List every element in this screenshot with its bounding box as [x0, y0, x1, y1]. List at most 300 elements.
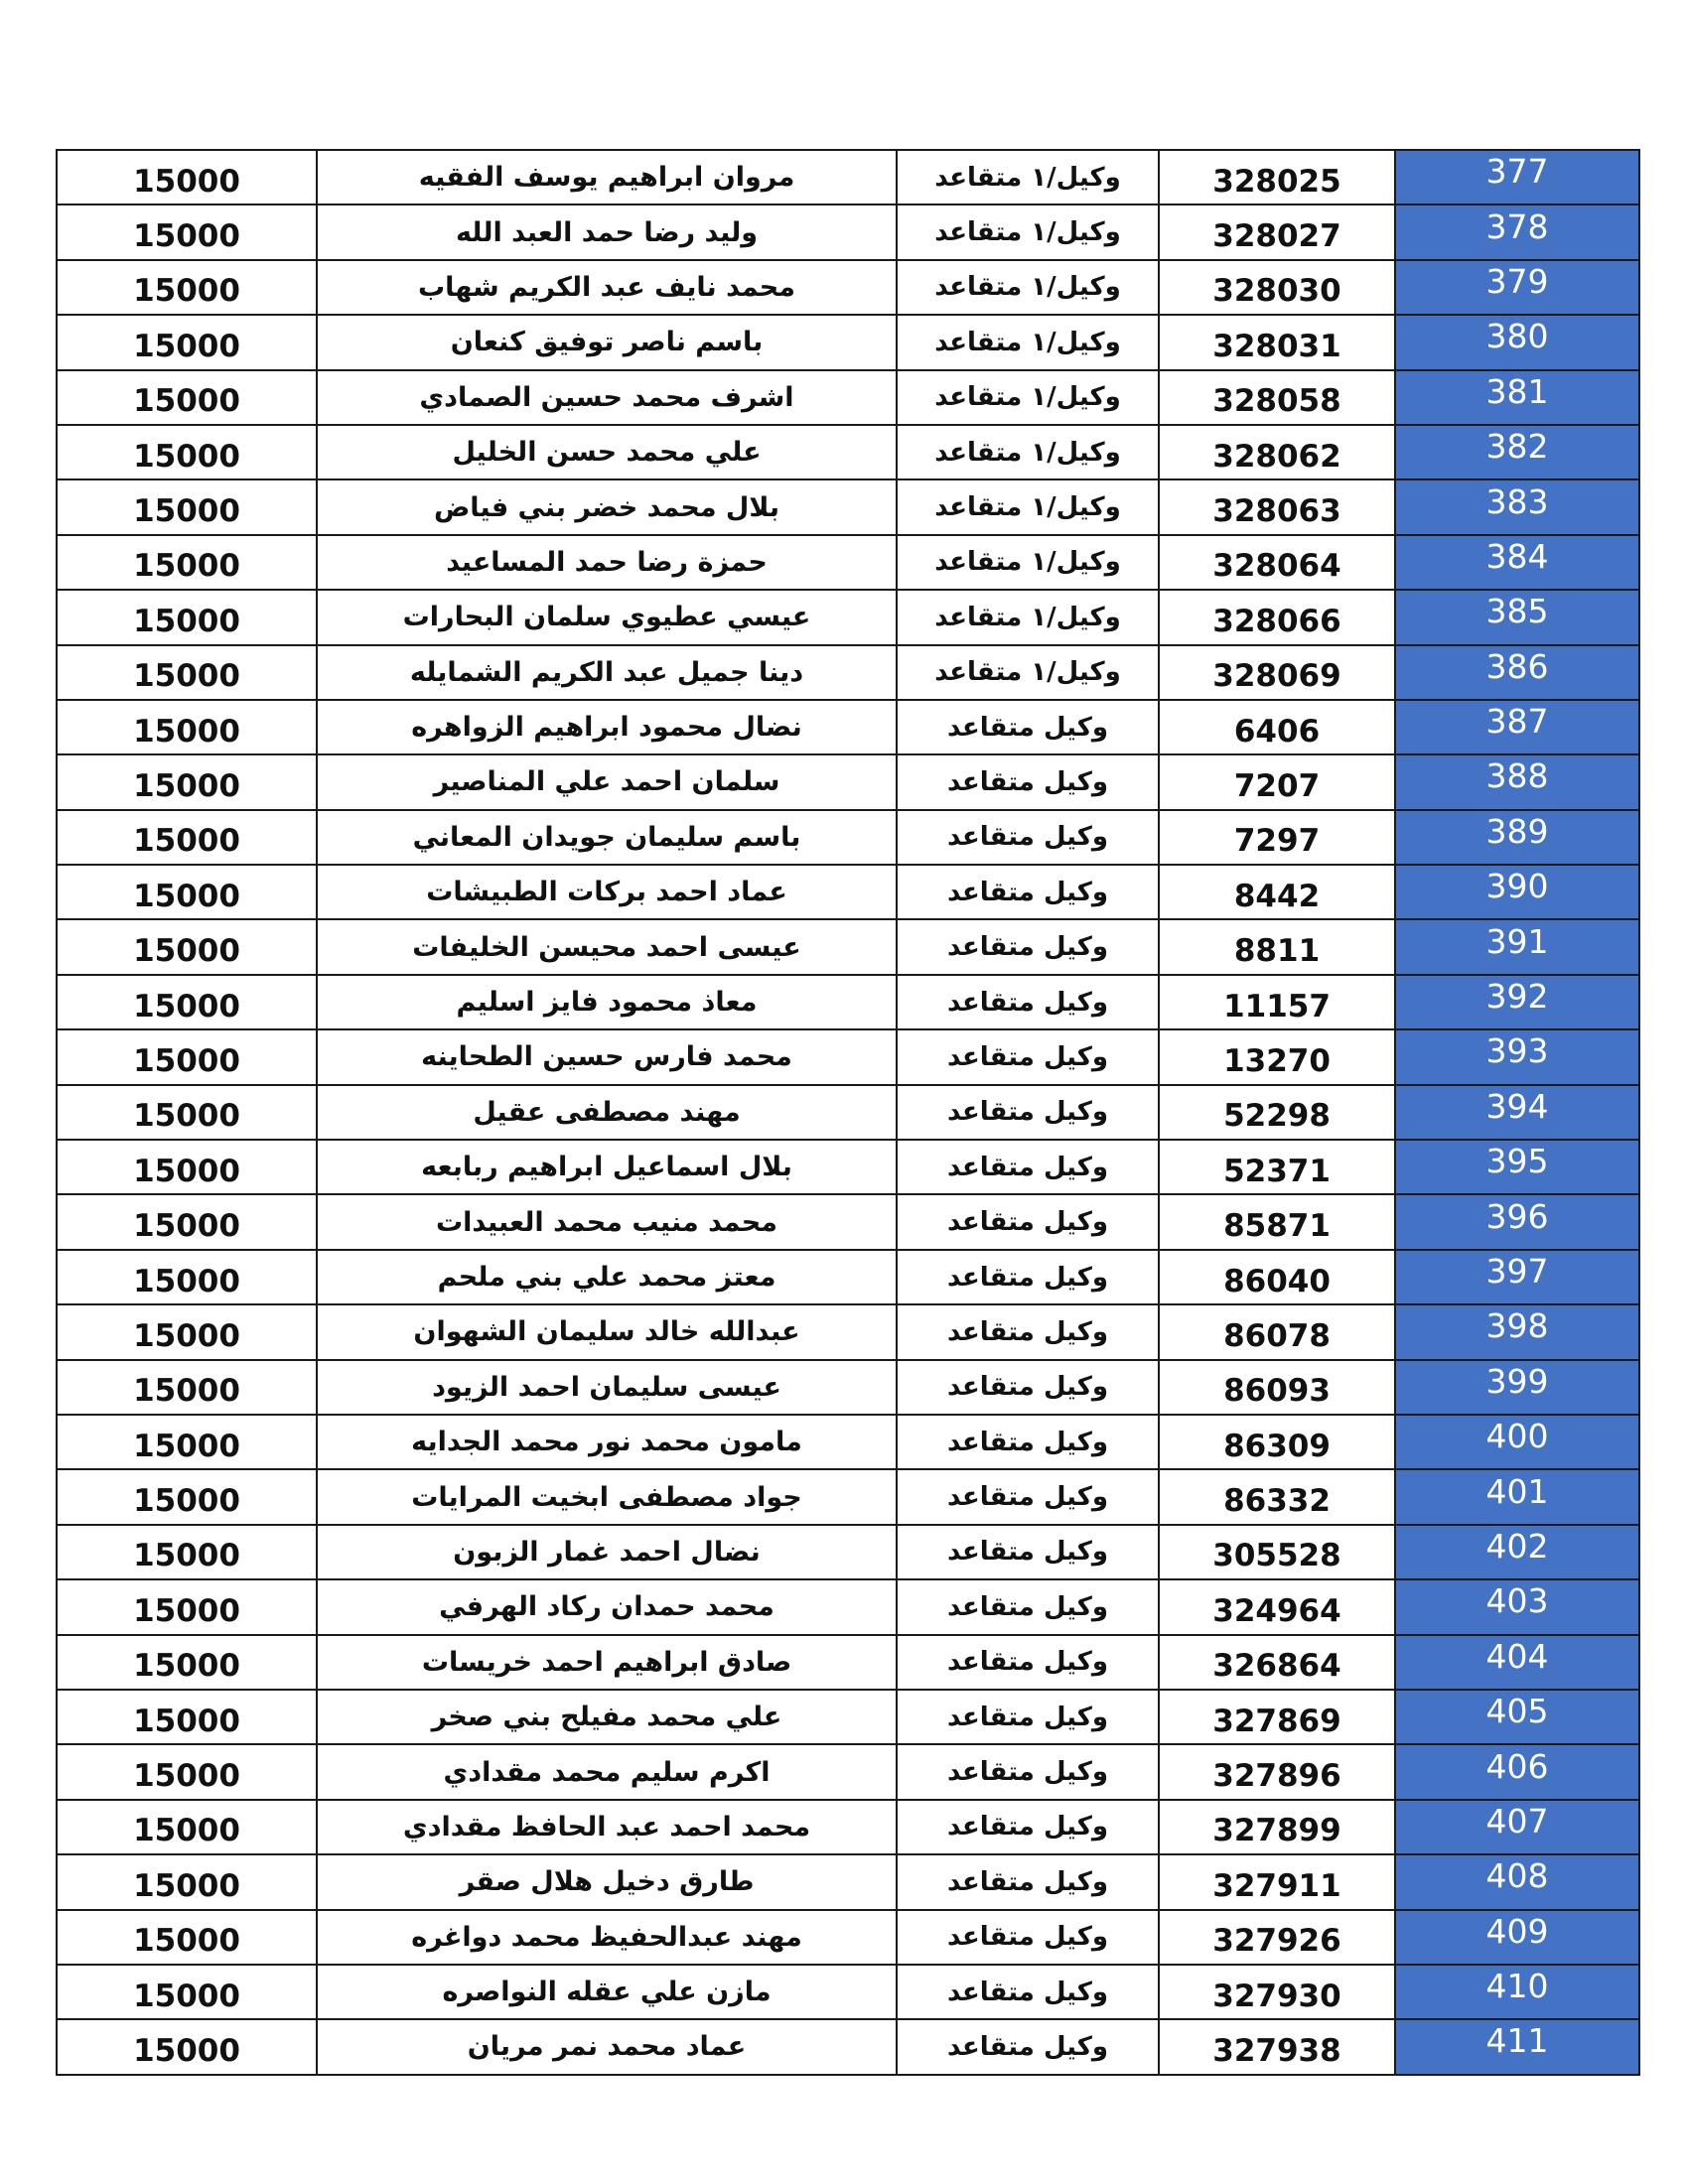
military-number-cell-text: 328027 — [1212, 218, 1341, 255]
amount-cell-text: 15000 — [133, 548, 240, 585]
sequence-cell — [1395, 260, 1639, 315]
amount-cell — [57, 2019, 317, 2074]
sequence-cell-text: 380 — [1485, 317, 1549, 356]
name-cell: وليد رضا حمد العبد الله — [317, 205, 897, 259]
amount-cell — [57, 645, 317, 700]
name-cell: محمد فارس حسين الطحاينه — [317, 1029, 897, 1084]
sequence-cell — [1395, 1140, 1639, 1194]
military-number-cell — [1159, 1854, 1395, 1909]
table-row — [57, 1469, 1639, 1524]
military-number-cell-text: 327930 — [1212, 1978, 1341, 2014]
sequence-cell-text: 377 — [1485, 152, 1549, 192]
amount-cell-text: 15000 — [133, 218, 240, 255]
sequence-cell-text: 387 — [1485, 702, 1549, 742]
rank-cell: وكيل/١ متقاعد — [897, 479, 1159, 534]
amount-cell — [57, 1744, 317, 1799]
table-row — [57, 919, 1639, 974]
amount-cell-text: 15000 — [133, 1483, 240, 1520]
amount-cell — [57, 919, 317, 974]
table-row — [57, 1690, 1639, 1744]
military-number-cell — [1159, 1635, 1395, 1690]
amount-cell — [57, 1029, 317, 1084]
amount-cell — [57, 1635, 317, 1690]
name-cell: باسم ناصر توفيق كنعان — [317, 315, 897, 369]
sequence-cell-text: 386 — [1485, 646, 1549, 686]
amount-cell — [57, 425, 317, 479]
military-number-cell — [1159, 315, 1395, 369]
rank-cell: وكيل متقاعد — [897, 1415, 1159, 1469]
table-row — [57, 479, 1639, 534]
rank-cell: وكيل/١ متقاعد — [897, 315, 1159, 369]
table-row — [57, 260, 1639, 315]
military-number-cell — [1159, 865, 1395, 919]
sequence-cell-text: 381 — [1485, 371, 1549, 411]
amount-cell — [57, 1690, 317, 1744]
table-row — [57, 205, 1639, 259]
name-cell: نضال محمود ابراهيم الزواهره — [317, 700, 897, 754]
rank-cell: وكيل متقاعد — [897, 1029, 1159, 1084]
military-number-cell — [1159, 1029, 1395, 1084]
military-number-cell-text: 7207 — [1233, 767, 1321, 804]
table-row — [57, 425, 1639, 479]
sequence-cell-text: 396 — [1485, 1196, 1549, 1236]
amount-cell — [57, 1140, 317, 1194]
amount-cell — [57, 315, 317, 369]
rank-cell: وكيل متقاعد — [897, 1854, 1159, 1909]
table-row — [57, 1029, 1639, 1084]
name-cell: سلمان احمد علي المناصير — [317, 754, 897, 809]
amount-cell-text: 15000 — [133, 1317, 240, 1354]
name-cell: عبدالله خالد سليمان الشهوان — [317, 1304, 897, 1359]
sequence-cell — [1395, 700, 1639, 754]
name-cell: اكرم سليم محمد مقدادي — [317, 1744, 897, 1799]
name-cell: دينا جميل عبد الكريم الشمايله — [317, 645, 897, 700]
amount-cell-text: 15000 — [133, 1703, 240, 1739]
table-row — [57, 590, 1639, 644]
sequence-cell-text: 384 — [1485, 536, 1549, 576]
amount-cell — [57, 370, 317, 425]
military-number-cell — [1159, 1415, 1395, 1469]
rank-cell: وكيل متقاعد — [897, 1250, 1159, 1304]
name-cell: علي محمد مفيلح بني صخر — [317, 1690, 897, 1744]
sequence-cell — [1395, 1910, 1639, 1965]
rank-cell: وكيل/١ متقاعد — [897, 645, 1159, 700]
table-row — [57, 975, 1639, 1029]
military-number-cell-text: 328066 — [1212, 603, 1341, 639]
amount-cell — [57, 1965, 317, 2019]
amount-cell — [57, 1085, 317, 1140]
military-number-cell-text: 7297 — [1233, 823, 1321, 860]
sequence-cell — [1395, 1250, 1639, 1304]
sequence-cell — [1395, 1304, 1639, 1359]
sequence-cell-text: 402 — [1485, 1526, 1549, 1566]
military-number-cell — [1159, 1690, 1395, 1744]
name-cell: بلال محمد خضر بني فياض — [317, 479, 897, 534]
military-number-cell-text: 327926 — [1212, 1923, 1341, 1960]
sequence-cell — [1395, 370, 1639, 425]
amount-cell — [57, 1525, 317, 1579]
table-row — [57, 150, 1639, 205]
sequence-cell — [1395, 205, 1639, 259]
sequence-cell-text: 394 — [1485, 1086, 1549, 1126]
military-number-cell-text: 328058 — [1212, 383, 1341, 420]
sequence-cell-text: 395 — [1485, 1142, 1549, 1181]
military-number-cell-text: 327896 — [1212, 1758, 1341, 1795]
amount-cell-text: 15000 — [133, 1813, 240, 1849]
military-number-cell — [1159, 919, 1395, 974]
sequence-cell-text: 408 — [1485, 1856, 1549, 1896]
sequence-cell-text: 401 — [1485, 1471, 1549, 1511]
roster-sheet — [56, 149, 1638, 2076]
amount-cell-text: 15000 — [133, 878, 240, 914]
name-cell: مروان ابراهيم يوسف الفقيه — [317, 150, 897, 205]
military-number-cell — [1159, 260, 1395, 315]
table-row — [57, 535, 1639, 590]
military-number-cell-text: 86078 — [1223, 1317, 1331, 1354]
amount-cell-text: 15000 — [133, 933, 240, 970]
rank-cell: وكيل متقاعد — [897, 2019, 1159, 2074]
table-row — [57, 1250, 1639, 1304]
name-cell: باسم سليمان جويدان المعاني — [317, 810, 897, 865]
amount-cell-text: 15000 — [133, 988, 240, 1024]
amount-cell-text: 15000 — [133, 713, 240, 750]
sequence-cell — [1395, 1085, 1639, 1140]
amount-cell — [57, 205, 317, 259]
amount-cell — [57, 1579, 317, 1634]
name-cell: اشرف محمد حسين الصمادي — [317, 370, 897, 425]
name-cell: محمد احمد عبد الحافظ مقدادي — [317, 1800, 897, 1854]
amount-cell-text: 15000 — [133, 1758, 240, 1795]
name-cell: معتز محمد علي بني ملحم — [317, 1250, 897, 1304]
sequence-cell — [1395, 1635, 1639, 1690]
military-number-cell-text: 305528 — [1212, 1538, 1341, 1574]
sequence-cell-text: 398 — [1485, 1306, 1549, 1346]
military-number-cell — [1159, 1525, 1395, 1579]
military-number-cell-text: 85871 — [1223, 1208, 1331, 1245]
amount-cell-text: 15000 — [133, 767, 240, 804]
military-number-cell-text: 328064 — [1212, 548, 1341, 585]
sequence-cell-text: 391 — [1485, 921, 1549, 961]
table-row — [57, 1800, 1639, 1854]
sequence-cell-text: 411 — [1485, 2021, 1549, 2061]
military-number-cell — [1159, 425, 1395, 479]
military-number-cell-text: 86309 — [1223, 1428, 1331, 1464]
military-number-cell-text: 324964 — [1212, 1592, 1341, 1629]
rank-cell: وكيل متقاعد — [897, 1304, 1159, 1359]
sequence-cell — [1395, 1690, 1639, 1744]
amount-cell — [57, 975, 317, 1029]
table-row — [57, 1360, 1639, 1415]
rank-cell: وكيل متقاعد — [897, 1744, 1159, 1799]
sequence-cell-text: 400 — [1485, 1417, 1549, 1456]
amount-cell — [57, 1304, 317, 1359]
rank-cell: وكيل متقاعد — [897, 1800, 1159, 1854]
military-number-cell-text: 86332 — [1223, 1483, 1331, 1520]
amount-cell-text: 15000 — [133, 1042, 240, 1079]
rank-cell: وكيل متقاعد — [897, 1360, 1159, 1415]
rank-cell: وكيل متقاعد — [897, 1140, 1159, 1194]
amount-cell — [57, 754, 317, 809]
amount-cell-text: 15000 — [133, 1867, 240, 1904]
name-cell: عيسي عطيوي سلمان البحارات — [317, 590, 897, 644]
sequence-cell — [1395, 1360, 1639, 1415]
rank-cell: وكيل متقاعد — [897, 975, 1159, 1029]
sequence-cell-text: 393 — [1485, 1031, 1549, 1071]
military-number-cell — [1159, 1140, 1395, 1194]
sequence-cell-text: 403 — [1485, 1581, 1549, 1621]
military-number-cell-text: 86040 — [1223, 1263, 1331, 1299]
table-row — [57, 754, 1639, 809]
sequence-cell — [1395, 1469, 1639, 1524]
military-number-cell — [1159, 370, 1395, 425]
rank-cell: وكيل/١ متقاعد — [897, 370, 1159, 425]
military-number-cell — [1159, 150, 1395, 205]
military-number-cell — [1159, 1579, 1395, 1634]
sequence-cell-text: 390 — [1485, 867, 1549, 906]
rank-cell: وكيل متقاعد — [897, 865, 1159, 919]
sequence-cell — [1395, 975, 1639, 1029]
military-number-cell-text: 52298 — [1223, 1098, 1331, 1135]
name-cell: صادق ابراهيم احمد خريسات — [317, 1635, 897, 1690]
military-number-cell — [1159, 535, 1395, 590]
amount-cell — [57, 260, 317, 315]
name-cell: طارق دخيل هلال صقر — [317, 1854, 897, 1909]
military-number-cell-text: 327911 — [1212, 1867, 1341, 1904]
sequence-cell-text: 388 — [1485, 756, 1549, 796]
sequence-cell — [1395, 810, 1639, 865]
sequence-cell — [1395, 1029, 1639, 1084]
amount-cell — [57, 1854, 317, 1909]
amount-cell-text: 15000 — [133, 493, 240, 530]
name-cell: عيسى سليمان احمد الزيود — [317, 1360, 897, 1415]
name-cell: مهند مصطفى عقيل — [317, 1085, 897, 1140]
military-number-cell — [1159, 1965, 1395, 2019]
name-cell: علي محمد حسن الخليل — [317, 425, 897, 479]
military-number-cell-text: 11157 — [1223, 988, 1331, 1024]
sequence-cell — [1395, 754, 1639, 809]
name-cell: عماد احمد بركات الطبيشات — [317, 865, 897, 919]
amount-cell-text: 15000 — [133, 1592, 240, 1629]
rank-cell: وكيل/١ متقاعد — [897, 425, 1159, 479]
sequence-cell — [1395, 919, 1639, 974]
rank-cell: وكيل متقاعد — [897, 1194, 1159, 1249]
sequence-cell — [1395, 1525, 1639, 1579]
amount-cell-text: 15000 — [133, 273, 240, 310]
name-cell: نضال احمد غمار الزبون — [317, 1525, 897, 1579]
military-number-cell — [1159, 1304, 1395, 1359]
table-row — [57, 1085, 1639, 1140]
rank-cell: وكيل متقاعد — [897, 754, 1159, 809]
military-number-cell-text: 328031 — [1212, 328, 1341, 364]
table-row — [57, 865, 1639, 919]
military-number-cell-text: 52371 — [1223, 1153, 1331, 1189]
table-row — [57, 700, 1639, 754]
military-number-cell-text: 327869 — [1212, 1703, 1341, 1739]
military-number-cell — [1159, 645, 1395, 700]
sequence-cell — [1395, 479, 1639, 534]
rank-cell: وكيل متقاعد — [897, 1910, 1159, 1965]
amount-cell — [57, 479, 317, 534]
name-cell: عماد محمد نمر مريان — [317, 2019, 897, 2074]
amount-cell-text: 15000 — [133, 163, 240, 200]
sequence-cell-text: 389 — [1485, 811, 1549, 851]
amount-cell-text: 15000 — [133, 1098, 240, 1135]
military-number-cell-text: 13270 — [1223, 1042, 1331, 1079]
amount-cell-text: 15000 — [133, 1428, 240, 1464]
amount-cell-text: 15000 — [133, 383, 240, 420]
sequence-cell-text: 382 — [1485, 427, 1549, 467]
rank-cell: وكيل/١ متقاعد — [897, 205, 1159, 259]
amount-cell — [57, 700, 317, 754]
military-number-cell-text: 328063 — [1212, 493, 1341, 530]
amount-cell-text: 15000 — [133, 1978, 240, 2014]
table-row — [57, 1965, 1639, 2019]
name-cell: معاذ محمود فايز اسليم — [317, 975, 897, 1029]
amount-cell-text: 15000 — [133, 1263, 240, 1299]
amount-cell-text: 15000 — [133, 1153, 240, 1189]
rank-cell: وكيل متقاعد — [897, 810, 1159, 865]
military-number-cell-text: 86093 — [1223, 1373, 1331, 1410]
table-row — [57, 1525, 1639, 1579]
amount-cell — [57, 1250, 317, 1304]
rank-cell: وكيل متقاعد — [897, 919, 1159, 974]
table-row — [57, 315, 1639, 369]
amount-cell-text: 15000 — [133, 658, 240, 695]
sequence-cell — [1395, 1579, 1639, 1634]
amount-cell-text: 15000 — [133, 1373, 240, 1410]
sequence-cell — [1395, 590, 1639, 644]
military-number-cell — [1159, 1469, 1395, 1524]
name-cell: محمد نايف عبد الكريم شهاب — [317, 260, 897, 315]
name-cell: مهند عبدالحفيظ محمد دواغره — [317, 1910, 897, 1965]
military-number-cell-text: 8811 — [1233, 933, 1321, 970]
sequence-cell-text: 406 — [1485, 1746, 1549, 1786]
military-number-cell — [1159, 205, 1395, 259]
table-row — [57, 1304, 1639, 1359]
sequence-cell-text: 378 — [1485, 206, 1549, 246]
sequence-cell — [1395, 1415, 1639, 1469]
amount-cell — [57, 1910, 317, 1965]
amount-cell-text: 15000 — [133, 1538, 240, 1574]
table-row — [57, 1854, 1639, 1909]
military-number-cell-text: 327899 — [1212, 1813, 1341, 1849]
amount-cell — [57, 1800, 317, 1854]
table-row — [57, 1415, 1639, 1469]
sequence-cell — [1395, 1854, 1639, 1909]
rank-cell: وكيل متقاعد — [897, 1965, 1159, 2019]
sequence-cell — [1395, 1965, 1639, 2019]
military-number-cell — [1159, 1800, 1395, 1854]
rank-cell: وكيل متقاعد — [897, 1525, 1159, 1579]
military-number-cell — [1159, 2019, 1395, 2074]
rank-cell: وكيل/١ متقاعد — [897, 150, 1159, 205]
rank-cell: وكيل متقاعد — [897, 1085, 1159, 1140]
military-number-cell — [1159, 975, 1395, 1029]
sequence-cell-text: 399 — [1485, 1361, 1549, 1401]
military-number-cell-text: 328025 — [1212, 163, 1341, 200]
rank-cell: وكيل/١ متقاعد — [897, 590, 1159, 644]
military-number-cell — [1159, 810, 1395, 865]
amount-cell — [57, 810, 317, 865]
amount-cell-text: 15000 — [133, 1648, 240, 1685]
sequence-cell — [1395, 865, 1639, 919]
military-number-cell-text: 6406 — [1233, 713, 1321, 750]
table-row — [57, 645, 1639, 700]
amount-cell — [57, 535, 317, 590]
sequence-cell-text: 385 — [1485, 592, 1549, 631]
military-number-cell-text: 8442 — [1233, 878, 1321, 914]
sequence-cell — [1395, 150, 1639, 205]
table-row — [57, 1910, 1639, 1965]
amount-cell-text: 15000 — [133, 603, 240, 639]
sequence-cell — [1395, 1744, 1639, 1799]
sequence-cell-text: 383 — [1485, 481, 1549, 521]
rank-cell: وكيل متقاعد — [897, 1469, 1159, 1524]
rank-cell: وكيل متقاعد — [897, 1635, 1159, 1690]
amount-cell — [57, 1469, 317, 1524]
name-cell: محمد منيب محمد العبيدات — [317, 1194, 897, 1249]
military-number-cell-text: 328069 — [1212, 658, 1341, 695]
rank-cell: وكيل متقاعد — [897, 700, 1159, 754]
military-number-cell-text: 328030 — [1212, 273, 1341, 310]
amount-cell-text: 15000 — [133, 823, 240, 860]
military-number-cell-text: 327938 — [1212, 2032, 1341, 2069]
military-number-cell — [1159, 754, 1395, 809]
amount-cell — [57, 1194, 317, 1249]
military-number-cell — [1159, 1910, 1395, 1965]
name-cell: جواد مصطفى ابخيت المرايات — [317, 1469, 897, 1524]
roster-table — [56, 149, 1640, 2076]
table-row — [57, 370, 1639, 425]
name-cell: مازن علي عقله النواصره — [317, 1965, 897, 2019]
sequence-cell-text: 409 — [1485, 1911, 1549, 1951]
sequence-cell — [1395, 2019, 1639, 2074]
military-number-cell — [1159, 1250, 1395, 1304]
table-row — [57, 810, 1639, 865]
amount-cell-text: 15000 — [133, 1923, 240, 1960]
military-number-cell-text: 328062 — [1212, 438, 1341, 475]
military-number-cell — [1159, 590, 1395, 644]
rank-cell: وكيل متقاعد — [897, 1690, 1159, 1744]
sequence-cell-text: 379 — [1485, 261, 1549, 301]
sequence-cell-text: 407 — [1485, 1801, 1549, 1841]
amount-cell-text: 15000 — [133, 2032, 240, 2069]
amount-cell-text: 15000 — [133, 438, 240, 475]
military-number-cell-text: 326864 — [1212, 1648, 1341, 1685]
rank-cell: وكيل متقاعد — [897, 1579, 1159, 1634]
table-row — [57, 2019, 1639, 2074]
sequence-cell — [1395, 315, 1639, 369]
military-number-cell — [1159, 1085, 1395, 1140]
amount-cell-text: 15000 — [133, 328, 240, 364]
name-cell: عيسى احمد محيسن الخليفات — [317, 919, 897, 974]
table-row — [57, 1744, 1639, 1799]
table-row — [57, 1635, 1639, 1690]
amount-cell-text: 15000 — [133, 1208, 240, 1245]
rank-cell: وكيل/١ متقاعد — [897, 260, 1159, 315]
military-number-cell — [1159, 1744, 1395, 1799]
sequence-cell — [1395, 1800, 1639, 1854]
name-cell: بلال اسماعيل ابراهيم ربابعه — [317, 1140, 897, 1194]
table-row — [57, 1579, 1639, 1634]
military-number-cell — [1159, 1360, 1395, 1415]
roster-table-body — [57, 150, 1639, 2075]
sequence-cell-text: 404 — [1485, 1636, 1549, 1676]
sequence-cell — [1395, 1194, 1639, 1249]
name-cell: محمد حمدان ركاد الهرفي — [317, 1579, 897, 1634]
amount-cell — [57, 1360, 317, 1415]
table-row — [57, 1194, 1639, 1249]
